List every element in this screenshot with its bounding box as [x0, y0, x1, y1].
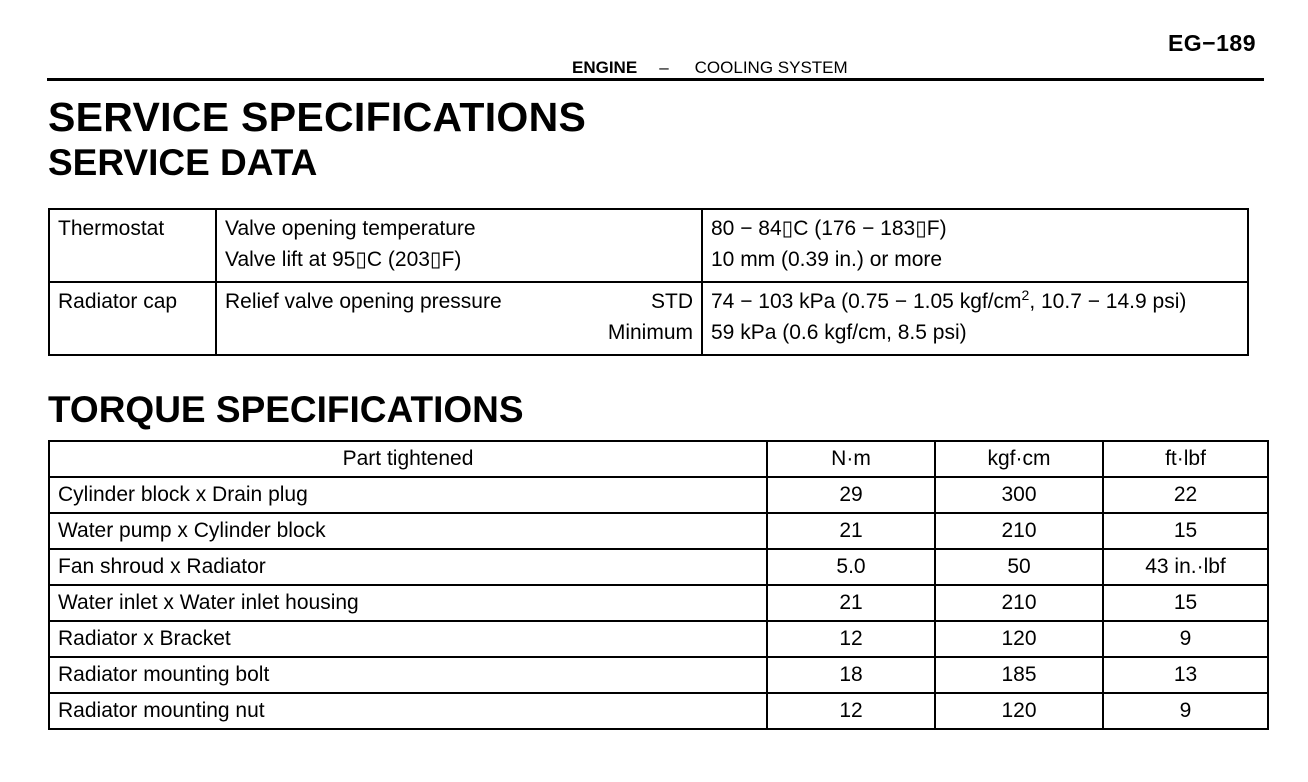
subsection-label: COOLING SYSTEM [694, 58, 848, 77]
item-line [225, 317, 693, 348]
radiator-cap-row [49, 282, 1248, 355]
kgfcm-cell: 300 [935, 477, 1103, 513]
torque-table [48, 440, 1269, 730]
table-row [49, 621, 1268, 657]
minimum-value: 59 kPa (0.6 kgf/cm, 8.5 psi) [711, 321, 967, 344]
part-cell: Water pump x Cylinder block [49, 513, 767, 549]
kgfcm-cell: 50 [935, 549, 1103, 585]
ftlbf-cell: 15 [1103, 513, 1268, 549]
item-line: Valve opening temperature [225, 217, 476, 240]
nm-cell: 12 [767, 693, 935, 729]
item-label: Relief valve opening pressure [225, 290, 502, 313]
service-data-table [48, 208, 1249, 356]
kgfcm-cell: 185 [935, 657, 1103, 693]
page-number: EG−189 [1167, 30, 1256, 56]
minimum-label: Minimum [607, 321, 693, 344]
item-line: Valve lift at 95▯C (203▯F) [225, 248, 462, 271]
page-title: SERVICE SPECIFICATIONS [48, 94, 587, 140]
table-header-row [49, 441, 1268, 477]
column-header: ft·lbf [1103, 441, 1268, 477]
kgfcm-cell: 120 [935, 621, 1103, 657]
ftlbf-cell: 22 [1103, 477, 1268, 513]
kgfcm-cell: 120 [935, 693, 1103, 729]
ftlbf-cell: 43 in.·lbf [1103, 549, 1268, 585]
nm-cell: 21 [767, 513, 935, 549]
part-cell: Radiator mounting bolt [49, 657, 767, 693]
std-label: STD [651, 290, 693, 313]
column-header: N·m [767, 441, 935, 477]
value-cell [702, 209, 1248, 282]
header-separator: – [659, 58, 669, 77]
table-row [49, 693, 1268, 729]
part-cell: Cylinder block x Drain plug [49, 477, 767, 513]
component-cell: Thermostat [49, 209, 216, 282]
item-line [225, 286, 693, 317]
running-head [572, 58, 848, 78]
part-cell: Radiator mounting nut [49, 693, 767, 729]
part-cell: Water inlet x Water inlet housing [49, 585, 767, 621]
nm-cell: 12 [767, 621, 935, 657]
ftlbf-cell: 9 [1103, 693, 1268, 729]
service-data-heading: SERVICE DATA [48, 142, 318, 183]
torque-heading: TORQUE SPECIFICATIONS [48, 389, 524, 430]
nm-cell: 5.0 [767, 549, 935, 585]
ftlbf-cell: 9 [1103, 621, 1268, 657]
value-line: 10 mm (0.39 in.) or more [711, 248, 943, 271]
table-row [49, 657, 1268, 693]
ftlbf-cell: 13 [1103, 657, 1268, 693]
section-label: ENGINE [572, 58, 638, 77]
nm-cell: 18 [767, 657, 935, 693]
part-cell: Fan shroud x Radiator [49, 549, 767, 585]
nm-cell: 29 [767, 477, 935, 513]
value-line: 80 − 84▯C (176 − 183▯F) [711, 217, 947, 240]
column-header: Part tightened [49, 441, 767, 477]
kgfcm-cell: 210 [935, 513, 1103, 549]
nm-cell: 21 [767, 585, 935, 621]
thermostat-row [49, 209, 1248, 282]
table-row [49, 549, 1268, 585]
component-cell: Radiator cap [49, 282, 216, 355]
column-header: kgf·cm [935, 441, 1103, 477]
part-cell: Radiator x Bracket [49, 621, 767, 657]
ftlbf-cell: 15 [1103, 585, 1268, 621]
kgfcm-cell: 210 [935, 585, 1103, 621]
table-row [49, 513, 1268, 549]
item-cell [216, 209, 702, 282]
value-cell [702, 282, 1248, 355]
header-rule [47, 78, 1264, 81]
std-value: 74 − 103 kPa (0.75 − 1.05 kgf/$cm^2$, 10.7 − 14.9 psi) [711, 287, 1187, 313]
item-cell [216, 282, 702, 355]
table-row [49, 585, 1268, 621]
table-row [49, 477, 1268, 513]
